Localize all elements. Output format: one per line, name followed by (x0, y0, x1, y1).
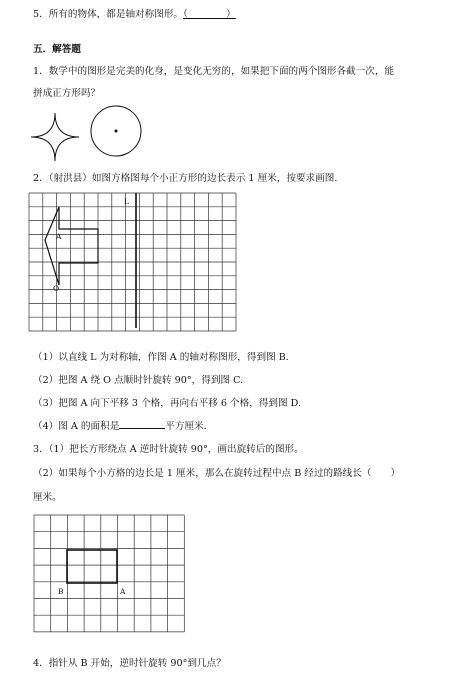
question-5 (33, 6, 236, 20)
figure-a-arrow (45, 207, 98, 285)
problem-2-sub-1: （1）以直线 L 为对称轴，作图 A 的轴对称图形，得到图 B. (33, 352, 289, 363)
problem-4: 4．指针从 B 开始，逆时针旋转 90°到几点？ (33, 658, 226, 669)
problem-2-sub-3: （3）把图 A 向下平移 3 个格，再向右平移 6 个格，得到图 D. (33, 398, 302, 409)
sub-4-prefix: （4）图 A 的面积是 (33, 421, 120, 432)
problem-3-grid (34, 515, 184, 640)
problem-2-sub-4 (33, 418, 207, 432)
problem-3-line-1: 3．（1）把长方形绕点 A 逆时针旋转 90°，画出旋转后的图形。 (33, 444, 304, 455)
problem-2-intro: 2．（射洪县）如图方格图每个小正方形的边长表示 1 厘米，按要求画图. (33, 173, 338, 184)
rectangle-shape (67, 550, 117, 583)
answer-paren: （ ） (183, 9, 236, 20)
problem-1-line-2: 拼成正方形吗？ (33, 88, 101, 99)
point-a-label: A (120, 587, 126, 596)
problem-2-grid (29, 193, 239, 335)
sub-4-suffix: 平方厘米. (165, 421, 207, 432)
point-b-label: B (58, 587, 64, 596)
question-5-text: 5．所有的物体，都是轴对称图形。 (33, 9, 184, 20)
figure-a-label: A (56, 232, 62, 241)
answer-blank[interactable] (119, 428, 165, 429)
circle-center-dot (115, 130, 118, 133)
line-l-label: L (124, 197, 129, 206)
four-point-star-shape (31, 113, 79, 161)
point-o-label: O (53, 284, 60, 293)
problem-1-figures (28, 110, 148, 166)
section-title: 五．解答题 (33, 44, 81, 55)
problem-3-line-3: 厘米。 (33, 492, 62, 503)
problem-3-line-2: （2）如果每个小方格的边长是 1 厘米，那么在旋转过程中点 B 经过的路线长（ ） (33, 468, 401, 479)
problem-1-line-1: 1．数学中的图形是完美的化身，是变化无穷的，如果把下面的两个图形各截一次，能 (33, 66, 395, 77)
problem-2-sub-2: （2）把图 A 绕 O 点顺时针旋转 90°，得到图 C. (33, 375, 244, 386)
